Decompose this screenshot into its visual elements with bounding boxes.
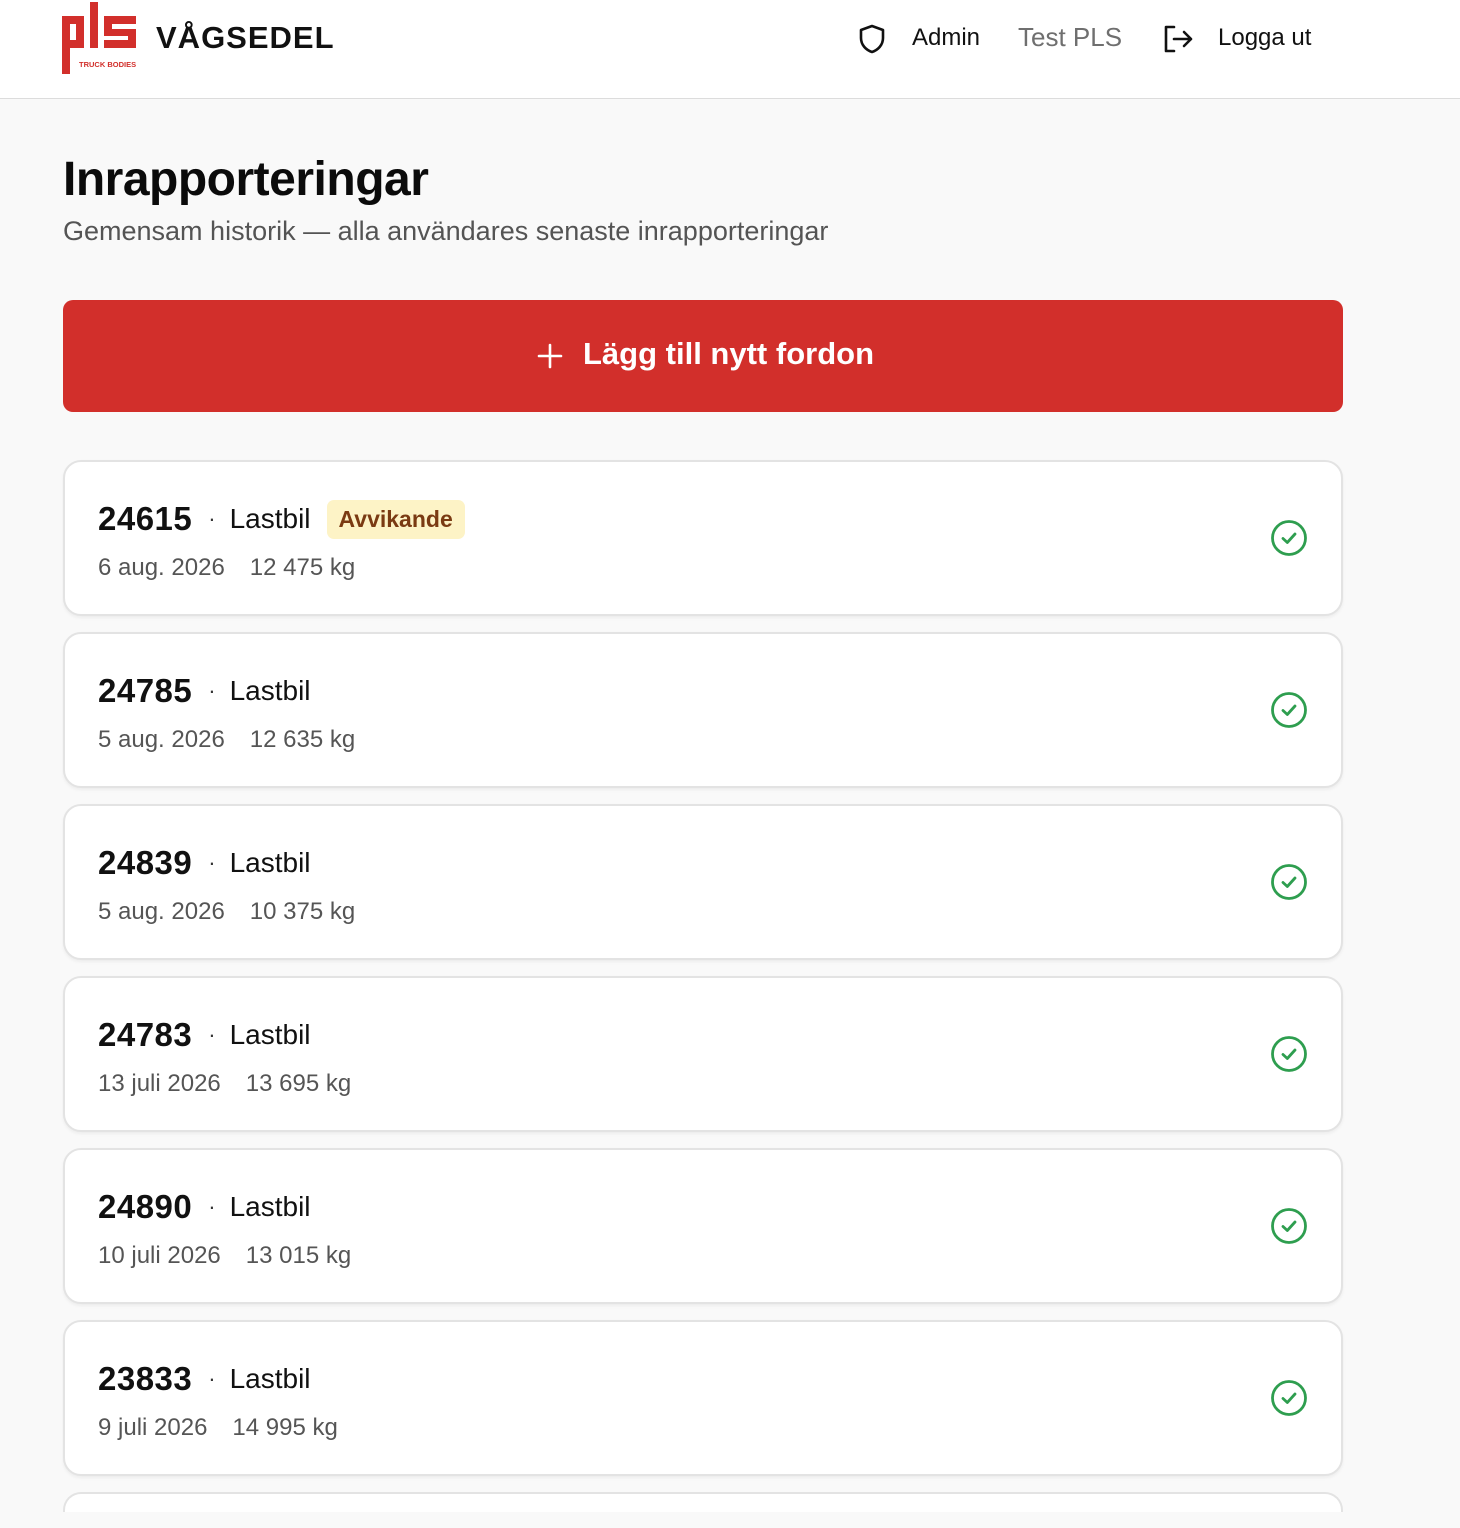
current-user-name: Test PLS [1018, 22, 1123, 52]
vehicle-type: Lastbil [229, 503, 311, 534]
check-circle-icon [1269, 690, 1309, 730]
report-number: 24615 [98, 500, 193, 537]
separator-dot: · [208, 850, 216, 875]
app-title: VÅGSEDEL [156, 20, 335, 55]
report-weight: 10 375 kg [249, 898, 356, 925]
shield-icon[interactable] [858, 24, 886, 54]
report-card[interactable] [63, 1320, 1343, 1476]
add-vehicle-label: Lägg till nytt fordon [583, 336, 875, 371]
vehicle-type: Lastbil [229, 1019, 311, 1050]
svg-text:TRUCK BODIES: TRUCK BODIES [79, 60, 137, 69]
report-date: 5 aug. 2026 [98, 726, 225, 753]
admin-link[interactable]: Admin [912, 24, 981, 51]
report-date: 13 juli 2026 [98, 1070, 221, 1097]
report-list [63, 460, 1343, 1528]
page-title: Inrapporteringar [63, 153, 429, 206]
report-number: 24783 [98, 1016, 193, 1053]
report-card[interactable] [63, 460, 1343, 616]
check-circle-icon [1269, 862, 1309, 902]
report-weight: 14 995 kg [232, 1414, 338, 1441]
report-card[interactable] [63, 976, 1343, 1132]
separator-dot: · [208, 678, 216, 703]
report-date: 6 aug. 2026 [98, 554, 225, 581]
check-circle-icon [1269, 1378, 1309, 1418]
header-nav [0, 0, 1460, 99]
report-date: 9 juli 2026 [98, 1414, 208, 1441]
check-circle-icon [1269, 1034, 1309, 1074]
report-date: 5 aug. 2026 [98, 898, 225, 925]
vehicle-type: Lastbil [229, 675, 311, 706]
vehicle-type: Lastbil [229, 847, 311, 878]
check-circle-icon [1269, 518, 1309, 558]
report-weight: 12 475 kg [249, 554, 356, 581]
logout-arrow-icon[interactable] [1162, 24, 1194, 54]
report-weight: 12 635 kg [249, 726, 356, 753]
report-card[interactable] [63, 1492, 1343, 1512]
separator-dot: · [208, 1194, 216, 1219]
page-subtitle: Gemensam historik — alla användares senaste inrapporteringar [63, 216, 829, 246]
report-weight: 13 015 kg [245, 1242, 352, 1269]
vehicle-type: Lastbil [229, 1191, 311, 1222]
report-card[interactable] [63, 804, 1343, 960]
separator-dot: · [208, 1022, 216, 1047]
report-weight: 13 695 kg [245, 1070, 352, 1097]
report-date: 10 juli 2026 [98, 1242, 221, 1269]
report-number: 24785 [98, 672, 193, 709]
report-number: 24890 [98, 1188, 193, 1225]
logout-link[interactable]: Logga ut [1218, 24, 1312, 51]
report-number: 24839 [98, 844, 193, 881]
plus-icon [537, 343, 563, 369]
add-vehicle-button[interactable] [63, 300, 1343, 412]
vehicle-type: Lastbil [229, 1363, 311, 1394]
check-circle-icon [1269, 1206, 1309, 1246]
report-number: 23833 [98, 1360, 193, 1397]
top-header [0, 0, 1460, 99]
report-card[interactable] [63, 1148, 1343, 1304]
report-card[interactable] [63, 632, 1343, 788]
separator-dot: · [208, 506, 216, 531]
separator-dot: · [208, 1366, 216, 1391]
deviation-badge: Avvikande [327, 500, 465, 539]
